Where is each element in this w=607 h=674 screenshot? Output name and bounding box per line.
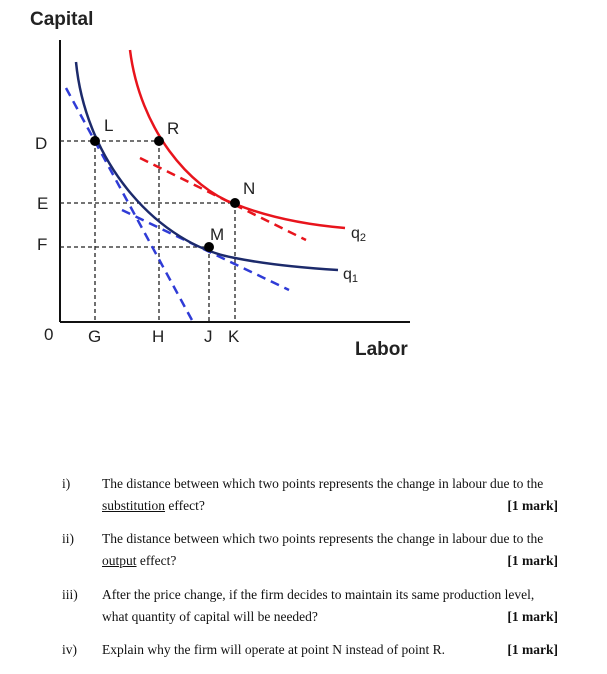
question-mark: [1 mark] (507, 498, 558, 513)
question-text-line1: Explain why the firm will operate at point N instead of point R. (102, 642, 446, 657)
question-number: iv) (62, 642, 77, 657)
underlined-term: substitution (102, 498, 166, 513)
question-number: i) (62, 476, 71, 491)
isoquant-label-q2: q2 (351, 225, 367, 244)
question-mark: [1 mark] (507, 642, 558, 657)
question-text-line2: substitution effect? (102, 498, 205, 513)
capital-label-d: D (35, 134, 48, 153)
point-label-n: N (243, 179, 256, 198)
point-n (230, 198, 240, 208)
question-text-line2: output effect? (102, 553, 177, 568)
labor-label-k: K (228, 327, 240, 346)
isoquant-q1 (76, 62, 338, 270)
isoquant-label-q1: q1 (343, 266, 359, 285)
point-label-l: L (104, 116, 114, 135)
question-text-line1: After the price change, if the firm decides to maintain its same production level, (102, 587, 535, 602)
question-text-line1: The distance between which two points represents the change in labour due to the (102, 476, 544, 491)
capital-label-e: E (37, 194, 49, 213)
point-label-m: M (210, 225, 225, 244)
point-label-r: R (167, 119, 180, 138)
question-mark: [1 mark] (507, 609, 558, 624)
question-number: ii) (62, 531, 74, 546)
point-l (90, 136, 100, 146)
labor-label-j: J (204, 327, 213, 346)
y-axis-title: Capital (30, 9, 94, 30)
question-mark: [1 mark] (507, 553, 558, 568)
x-axis-title: Labor (355, 339, 408, 360)
capital-label-f: F (37, 235, 48, 254)
labor-label-h: H (152, 327, 165, 346)
question-number: iii) (62, 587, 78, 602)
question-text-line2: what quantity of capital will be needed? (102, 609, 318, 624)
underlined-term: output (102, 553, 137, 568)
point-r (154, 136, 164, 146)
origin-label: 0 (44, 325, 54, 344)
labor-label-g: G (88, 327, 102, 346)
question-text-line1: The distance between which two points represents the change in labour due to the (102, 531, 544, 546)
